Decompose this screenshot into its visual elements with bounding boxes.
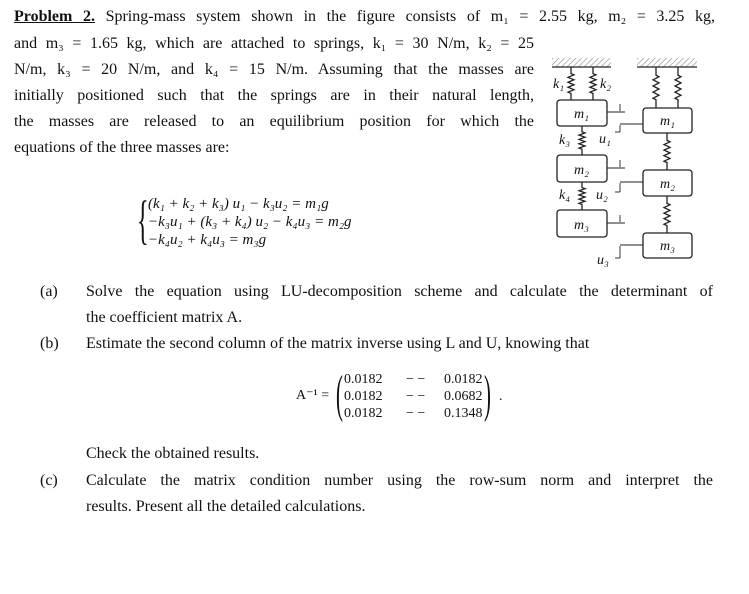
- spring-2: [590, 67, 596, 100]
- spring-4: [579, 182, 585, 210]
- matrix-cell: 0.0182: [444, 372, 483, 387]
- spring-1: [568, 67, 574, 100]
- equation-2: −k₃u₁ + (k₃ + k₄) u₂ − k₄u₃ = m₂g: [148, 214, 352, 230]
- label-u2: u₂: [596, 188, 608, 203]
- intro-line-3: N/m, k₃ = 20 N/m, and k₄ = 15 N/m. Assuming that the masses are: [14, 61, 534, 78]
- label-k2: k₂: [600, 77, 612, 92]
- intro-line-4: initially positioned such that the springs are in their natural length,: [14, 87, 534, 104]
- spring-6: [675, 67, 681, 108]
- part-c-line-2: results. Present all the detailed calculations.: [86, 498, 366, 515]
- equation-1: (k₁ + k₂ + k₃) u₁ − k₃u₂ = m₁g: [148, 196, 329, 212]
- label-m2-left: m₂: [574, 163, 589, 178]
- displacement-markers: [607, 104, 643, 258]
- label-m3-right: m₃: [660, 239, 675, 254]
- label-m1-right: m₁: [660, 114, 675, 129]
- matrix-col-1: [344, 371, 383, 422]
- matrix-cell: − −: [406, 372, 426, 387]
- matrix-period: .: [499, 389, 503, 404]
- matrix-cell: − −: [406, 389, 426, 404]
- part-a-line-2: the coefficient matrix A.: [86, 309, 243, 326]
- matrix-cell: 0.0682: [444, 389, 483, 404]
- matrix-cell: 0.0182: [344, 372, 383, 387]
- part-b-label: (b): [40, 335, 59, 352]
- label-m2-right: m₂: [660, 177, 675, 192]
- intro-line-2: and m₃ = 1.65 kg, which are attached to springs, k₁ = 30 N/m, k₂ = 25: [14, 35, 534, 52]
- matrix-left-paren: (: [336, 366, 343, 423]
- left-ceiling: [552, 58, 611, 67]
- label-k4: k₄: [559, 188, 571, 203]
- spring-5: [653, 67, 659, 108]
- problem-title-text: Problem 2.: [14, 8, 95, 25]
- equation-brace: {: [137, 190, 149, 250]
- matrix-lhs: A⁻¹ =: [296, 388, 330, 403]
- matrix-cell: 0.0182: [344, 389, 383, 404]
- matrix-col-3: [444, 371, 483, 422]
- label-m1-left: m₁: [574, 107, 589, 122]
- matrix-col-2: [406, 371, 425, 422]
- spring-mass-figure: [0, 0, 749, 280]
- label-u1: u₁: [599, 132, 611, 147]
- check-text: Check the obtained results.: [86, 445, 260, 462]
- spring-7: [664, 133, 670, 170]
- intro-line-6: equations of the three masses are:: [14, 139, 230, 156]
- spring-8: [664, 196, 670, 233]
- intro-text: Spring-mass system shown in the figure consists of m₁ = 2.55 kg, m₂ = 3.25 kg,: [105, 8, 716, 25]
- matrix-cell: 0.1348: [444, 406, 483, 421]
- part-b-line-1: Estimate the second column of the matrix inverse using L and U, knowing that: [86, 335, 590, 352]
- equation-3: −k₄u₂ + k₄u₃ = m₃g: [148, 232, 267, 248]
- label-m3-left: m₃: [574, 218, 589, 233]
- label-k1: k₁: [553, 77, 565, 92]
- label-k3: k₃: [559, 133, 571, 148]
- label-u3: u₃: [597, 253, 609, 268]
- springs: [568, 67, 681, 233]
- right-ceiling: [637, 58, 697, 67]
- part-c-line-1: Calculate the matrix condition number using the row-sum norm and interpret the: [86, 472, 713, 489]
- part-a-label: (a): [40, 283, 58, 300]
- part-c-label: (c): [40, 472, 58, 489]
- intro-line-5: the masses are released to an equilibrium position for which the: [14, 113, 534, 130]
- matrix-right-paren: ): [484, 366, 491, 423]
- matrix-cell: − −: [406, 406, 426, 421]
- spring-3: [579, 126, 585, 155]
- matrix-cell: 0.0182: [344, 406, 383, 421]
- part-a-line-1: Solve the equation using LU-decomposition scheme and calculate the determinant of: [86, 283, 713, 300]
